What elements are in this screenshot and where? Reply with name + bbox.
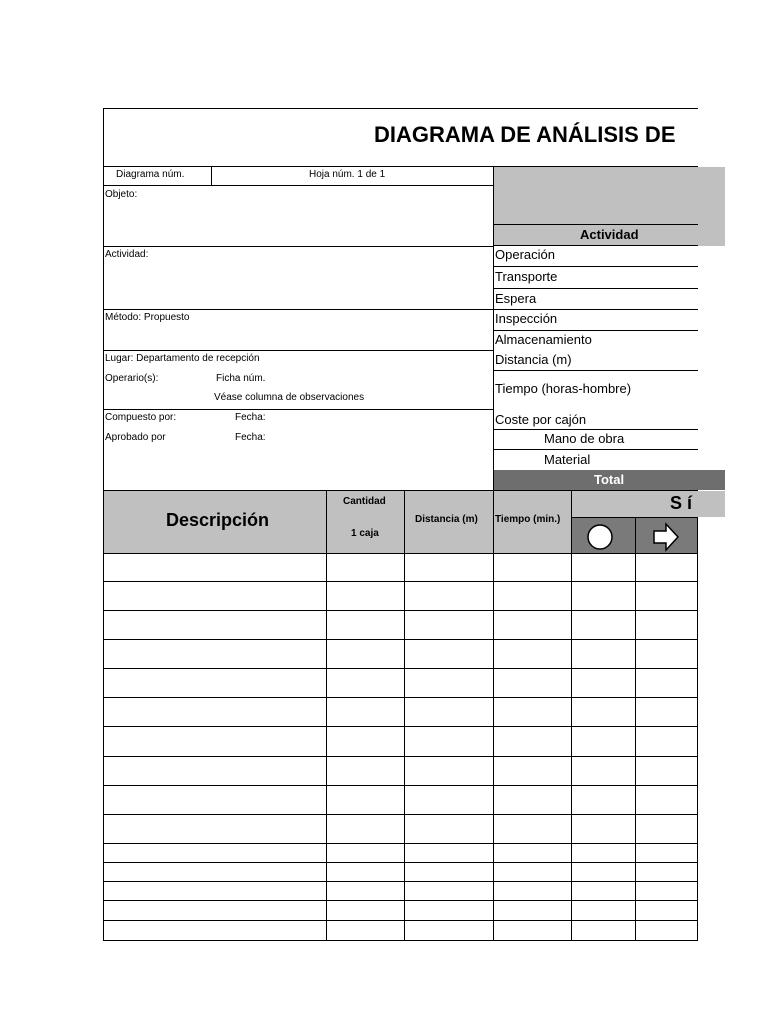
summary-labor: Mano de obra — [544, 431, 625, 446]
summary-operation: Operación — [495, 247, 555, 262]
activity-label: Actividad: — [105, 249, 149, 260]
table-row — [103, 815, 698, 844]
transport-arrow-icon — [652, 522, 680, 552]
summary-total: Total — [594, 472, 625, 487]
table-row — [103, 611, 698, 640]
quantity-unit: 1 caja — [351, 528, 379, 539]
table-row — [103, 882, 698, 901]
quantity-header: Cantidad — [343, 496, 386, 507]
summary-activity-header: Actividad — [580, 227, 639, 242]
operation-circle-icon — [586, 523, 614, 551]
table-row — [103, 863, 698, 882]
summary-cost: Coste por cajón — [495, 412, 587, 427]
summary-transport: Transporte — [495, 269, 558, 284]
table-row — [103, 553, 698, 582]
summary-wait: Espera — [495, 291, 537, 306]
table-row — [103, 921, 698, 941]
place-label: Lugar: Departamento de recepción — [105, 353, 260, 364]
table-row — [103, 786, 698, 815]
table-row — [103, 582, 698, 611]
composed-by-label: Compuesto por: — [105, 412, 177, 423]
method-label: Método: Propuesto — [105, 312, 190, 323]
observations-note: Véase columna de observaciones — [214, 392, 365, 403]
card-number-label: Ficha núm. — [216, 373, 266, 384]
summary-material: Material — [544, 452, 591, 467]
time-header: Tiempo (min.) — [495, 514, 561, 525]
page-title: DIAGRAMA DE ANÁLISIS DE — [374, 122, 676, 147]
summary-distance: Distancia (m) — [495, 352, 572, 367]
date-label-approved: Fecha: — [235, 432, 266, 443]
operators-label: Operario(s): — [105, 373, 159, 384]
object-label: Objeto: — [105, 189, 138, 200]
summary-storage: Almacenamiento — [495, 332, 592, 347]
diagram-number-label: Diagrama núm. — [116, 169, 185, 180]
table-row — [103, 640, 698, 669]
description-header: Descripción — [166, 510, 270, 530]
summary-time: Tiempo (horas-hombre) — [495, 381, 632, 396]
distance-header: Distancia (m) — [415, 514, 478, 525]
table-row — [103, 757, 698, 786]
symbols-header: S í — [670, 493, 693, 513]
table-row — [103, 727, 698, 757]
table-row — [103, 844, 698, 863]
table-row — [103, 901, 698, 921]
date-label-composed: Fecha: — [235, 412, 266, 423]
approved-by-label: Aprobado por — [105, 432, 166, 443]
summary-inspection: Inspección — [495, 311, 558, 326]
table-row — [103, 669, 698, 698]
table-row — [103, 698, 698, 727]
sheet-number-label: Hoja núm. 1 de 1 — [309, 169, 386, 180]
